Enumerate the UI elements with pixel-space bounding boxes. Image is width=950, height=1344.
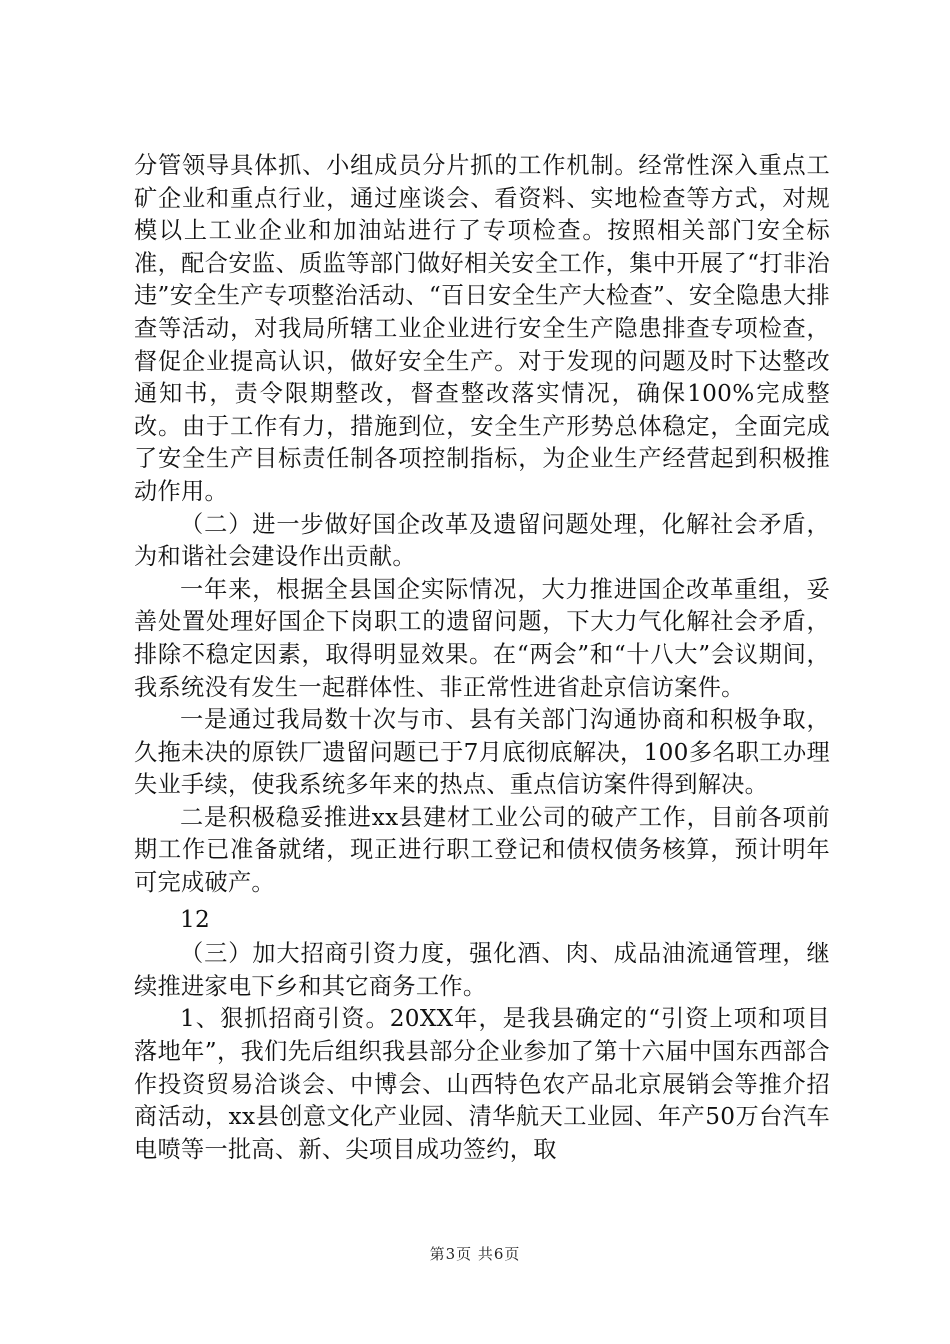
paragraph-7: 1、狠抓招商引资。20XX年，是我县确定的“引资上项和项目落地年”，我们先后组织我县部分企业参加了第十六届中国东西部合作投资贸易洽谈会、中博会、山西特色农产品北京展销会等推介招商活动，xx县创意文化产业园、清华航天工业园、年产50万台汽车电喷等一批高、新、尖项目成功签约，取 xyxy=(134,1005,830,1163)
inline-number: 12 xyxy=(180,905,211,933)
paragraph-1: 分管领导具体抓、小组成员分片抓的工作机制。经常性深入重点工矿企业和重点行业，通过座谈会、看资料、实地检查等方式，对规模以上工业企业和加油站进行了专项检查。按照相关部门安全标准，配合安监、质监等部门做好相关安全工作，集中开展了“打非治违”安全生产专项整治活动、“百日安全生产大检查”、安全隐患大排查等活动，对我局所辖工业企业进行安全生产隐患排查专项检查，督促企业提高认识，做好安全生产。对于发现的问题及时下达整改通知书，责令限期整改，督查整改落实情况，确保100%完成整改。由于工作有力，措施到位，安全生产形势总体稳定，全面完成了安全生产目标责任制各项控制指标，为企业生产经营起到积极推动作用。 xyxy=(134,152,830,505)
paragraph-5: 二是积极稳妥推进xx县建材工业公司的破产工作，目前各项前期工作已准备就绪，现正进行职工登记和债权债务核算，预计明年可完成破产。 xyxy=(134,803,830,897)
paragraph-4: 一是通过我局数十次与市、县有关部门沟通协商和积极争取，久拖未决的原铁厂遗留问题已于7月底彻底解决，100多名职工办理失业手续，使我系统多年来的热点、重点信访案件得到解决。 xyxy=(134,706,830,799)
section-heading-3: （三）加大招商引资力度，强化酒、肉、成品油流通管理，继续推进家电下乡和其它商务工作。 xyxy=(134,940,830,1000)
document-body xyxy=(134,150,830,1166)
section-heading-2: （二）进一步做好国企改革及遗留问题处理，化解社会矛盾，为和谐社会建设作出贡献。 xyxy=(134,510,830,571)
page-footer: 第3页 共6页 xyxy=(429,1245,521,1263)
paragraph-3: 一年来，根据全县国企实际情况，大力推进国企改革重组，妥善处置处理好国企下岗职工的遗留问题，下大力气化解社会矛盾，排除不稳定因素，取得明显效果。在“两会”和“十八大”会议期间，我系统没有发生一起群体性、非正常性进省赴京信访案件。 xyxy=(134,575,830,701)
